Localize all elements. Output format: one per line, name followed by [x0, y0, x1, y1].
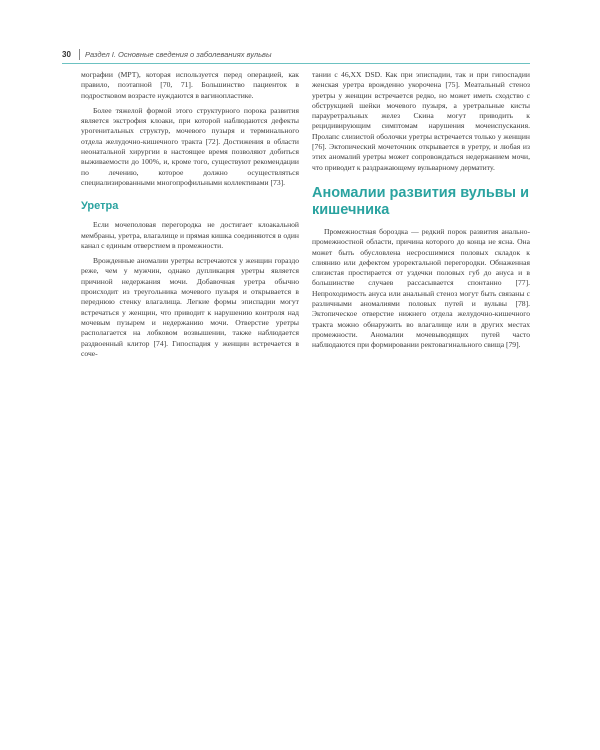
page-number: 30: [62, 50, 71, 59]
header-rule: [62, 63, 530, 64]
right-column: [312, 70, 530, 356]
paragraph: тании с 46,XX DSD. Как при эписпадии, так и при гипоспадии женская уретра врожденно укорочена [75]. Меатальный стеноз уретры у женщин встречается редко, но может иметь сходство с обструкцией шейки мочевого пузыря, а уретральные кисты парауретральных желез Скина могут приводить к рецидивирующим симптомам нарушения мочеиспускания. Пролапс слизистой оболочки уретры встречается только у женщин [76]. Эктопический мочеточник открывается в уретру, и любая из этих аномалий уретры может сопровождаться недержанием мочи, что приводит к раздражающему вульварному дерматиту.: [312, 70, 530, 172]
paragraph: Промежностная бороздка — редкий порок развития анально-промежностной области, причина которого до конца не ясна. Она может быть обусловлена несросшимися половых складок к слиянию или дефектом уроректальной перегородки. Обнаженная слизистая простирается от уздечки половых губ до ануса и в большинстве случаев рассасывается спонтанно [77]. Непроходимость ануса или анальный стеноз могут быть связаны с различными аномалиями половых путей и вульвы [78]. Эктопическое отверстие нижнего отдела желудочно-кишечного тракта можно обнаружить во влагалище или в других местах промежности. Аномалии мочевыводящих путей часто наблюдаются при формировании ректовагинального свища [79].: [312, 226, 530, 350]
paragraph: Врожденные аномалии уретры встречаются у женщин гораздо реже, чем у мужчин, однако дупликация уретры является причиной недержания мочи. Добавочная уретра обычно происходит из треугольника мочевого пузыря и открывается в переднюю стенку влагалища. Легкие формы эписпадии могут встречаться у женщин, что приводит к нарушению контроля над мочевым пузырем и недержанию мочи. Отверстие уретры располагается на лобковом возвышении, также наблюдается раздвоенный клитор [74]. Гипоспадия у женщин встречается в соче-: [81, 256, 299, 358]
left-column: [81, 70, 299, 364]
page-header: [62, 48, 530, 62]
header-separator: [79, 49, 80, 60]
section-heading-urethra: Уретра: [81, 200, 119, 213]
running-title: Раздел I. Основные сведения о заболеваниях вульвы: [85, 50, 272, 59]
paragraph: Если мочеполовая перегородка не достигает клоакальной мембраны, уретра, влагалище и прямая кишка соединяются в один канал с единым отверстием в промежности.: [81, 220, 299, 250]
paragraph: Более тяжелой формой этого структурного порока развития является экстрофия клоаки, при которой наблюдаются дефекты урогенитальных структур, мочевого пузыря и терминального отдела желудочно-кишечного тракта [72]. Достижения в области неонатальной хирургии в настоящее время позволяют добиться выживаемости до 100%, и, кроме того, существуют рекомендации по лечению, которое должно осуществляться специализированными многопрофильными коллективами [73].: [81, 105, 299, 187]
section-heading-vulva-anomalies: Аномалии развития вульвы и кишечника: [312, 184, 529, 218]
paragraph: мографии (МРТ), которая используется перед операцией, как правило, поэтапной [70, 71]. Большинство пациенток в подростковом возрасте нуждаются в вагинопластике.: [81, 70, 299, 100]
